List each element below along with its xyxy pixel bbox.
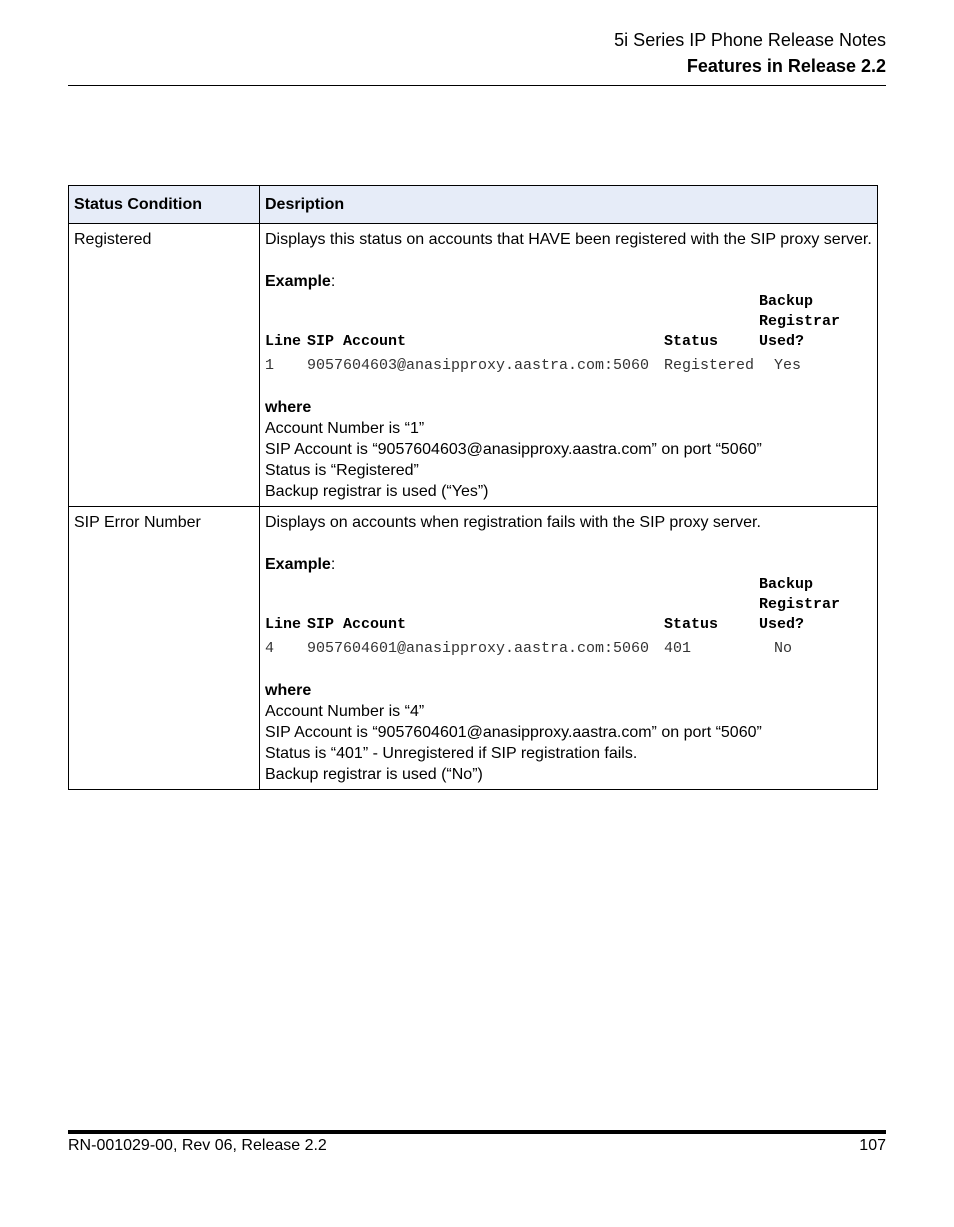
where-line: Status is “401” - Unregistered if SIP registration fails. (265, 745, 638, 762)
table-row (69, 224, 878, 507)
example-value-status: 401 (664, 640, 692, 657)
example-header-status: Status (664, 616, 719, 633)
example-header-sip-account: SIP Account (307, 616, 407, 633)
example-heading: Example: (265, 273, 336, 290)
example-value-line: 1 (265, 357, 275, 374)
footer-divider (68, 1130, 886, 1134)
section-title: Features in Release 2.2 (686, 56, 886, 76)
status-condition-cell: SIP Error Number (69, 507, 260, 790)
where-line: Account Number is “1” (265, 420, 425, 437)
example-value-status: Registered (664, 357, 755, 374)
column-header-description: Desription (260, 186, 878, 224)
example-value-line: 4 (265, 640, 275, 657)
example-value-sip-account: 9057604603@anasipproxy.aastra.com:5060 (307, 357, 650, 374)
example-header-backup-line2: Registrar (759, 596, 841, 613)
where-label: where (265, 682, 312, 699)
example-header-backup-registrar (759, 575, 872, 635)
example-value-backup: Yes (774, 357, 802, 374)
where-line: Status is “Registered” (265, 462, 419, 479)
example-header-row (265, 292, 872, 352)
example-header-backup-line1: Backup (759, 576, 814, 593)
example-header-line: Line (265, 616, 302, 633)
example-header-backup-registrar (759, 292, 872, 352)
description-text: Displays this status on accounts that HAVE been registered with the SIP proxy server. (265, 231, 872, 248)
where-line: SIP Account is “9057604601@anasipproxy.aastra.com” on port “5060” (265, 724, 762, 741)
document-title: 5i Series IP Phone Release Notes (614, 30, 886, 50)
description-text: Displays on accounts when registration fails with the SIP proxy server. (265, 514, 761, 531)
example-header-backup-line3: Used? (759, 333, 805, 350)
where-line: SIP Account is “9057604603@anasipproxy.aastra.com” on port “5060” (265, 441, 762, 458)
table-row (69, 507, 878, 790)
example-header-sip-account: SIP Account (307, 333, 407, 350)
status-condition-table (68, 185, 878, 790)
status-condition-cell: Registered (69, 224, 260, 507)
example-heading: Example: (265, 556, 336, 573)
example-value-backup: No (774, 640, 793, 657)
example-label: Example (265, 273, 331, 290)
table-header-row (69, 186, 878, 224)
where-line: Backup registrar is used (“No”) (265, 766, 483, 783)
where-line: Account Number is “4” (265, 703, 425, 720)
example-header-line: Line (265, 333, 302, 350)
example-header-backup-line3: Used? (759, 616, 805, 633)
example-header-backup-line1: Backup (759, 293, 814, 310)
footer-page-number: 107 (859, 1137, 886, 1154)
description-cell (260, 224, 878, 507)
footer-doc-id: RN-001029-00, Rev 06, Release 2.2 (68, 1137, 327, 1154)
example-value-row (265, 356, 872, 376)
description-cell (260, 507, 878, 790)
page-header (614, 28, 886, 78)
example-label: Example (265, 556, 331, 573)
where-label: where (265, 399, 312, 416)
header-divider (68, 85, 886, 86)
example-value-row (265, 639, 872, 659)
example-header-status: Status (664, 333, 719, 350)
where-line: Backup registrar is used (“Yes”) (265, 483, 489, 500)
example-value-sip-account: 9057604601@anasipproxy.aastra.com:5060 (307, 640, 650, 657)
example-header-row (265, 575, 872, 635)
example-header-backup-line2: Registrar (759, 313, 841, 330)
column-header-status-condition: Status Condition (69, 186, 260, 224)
